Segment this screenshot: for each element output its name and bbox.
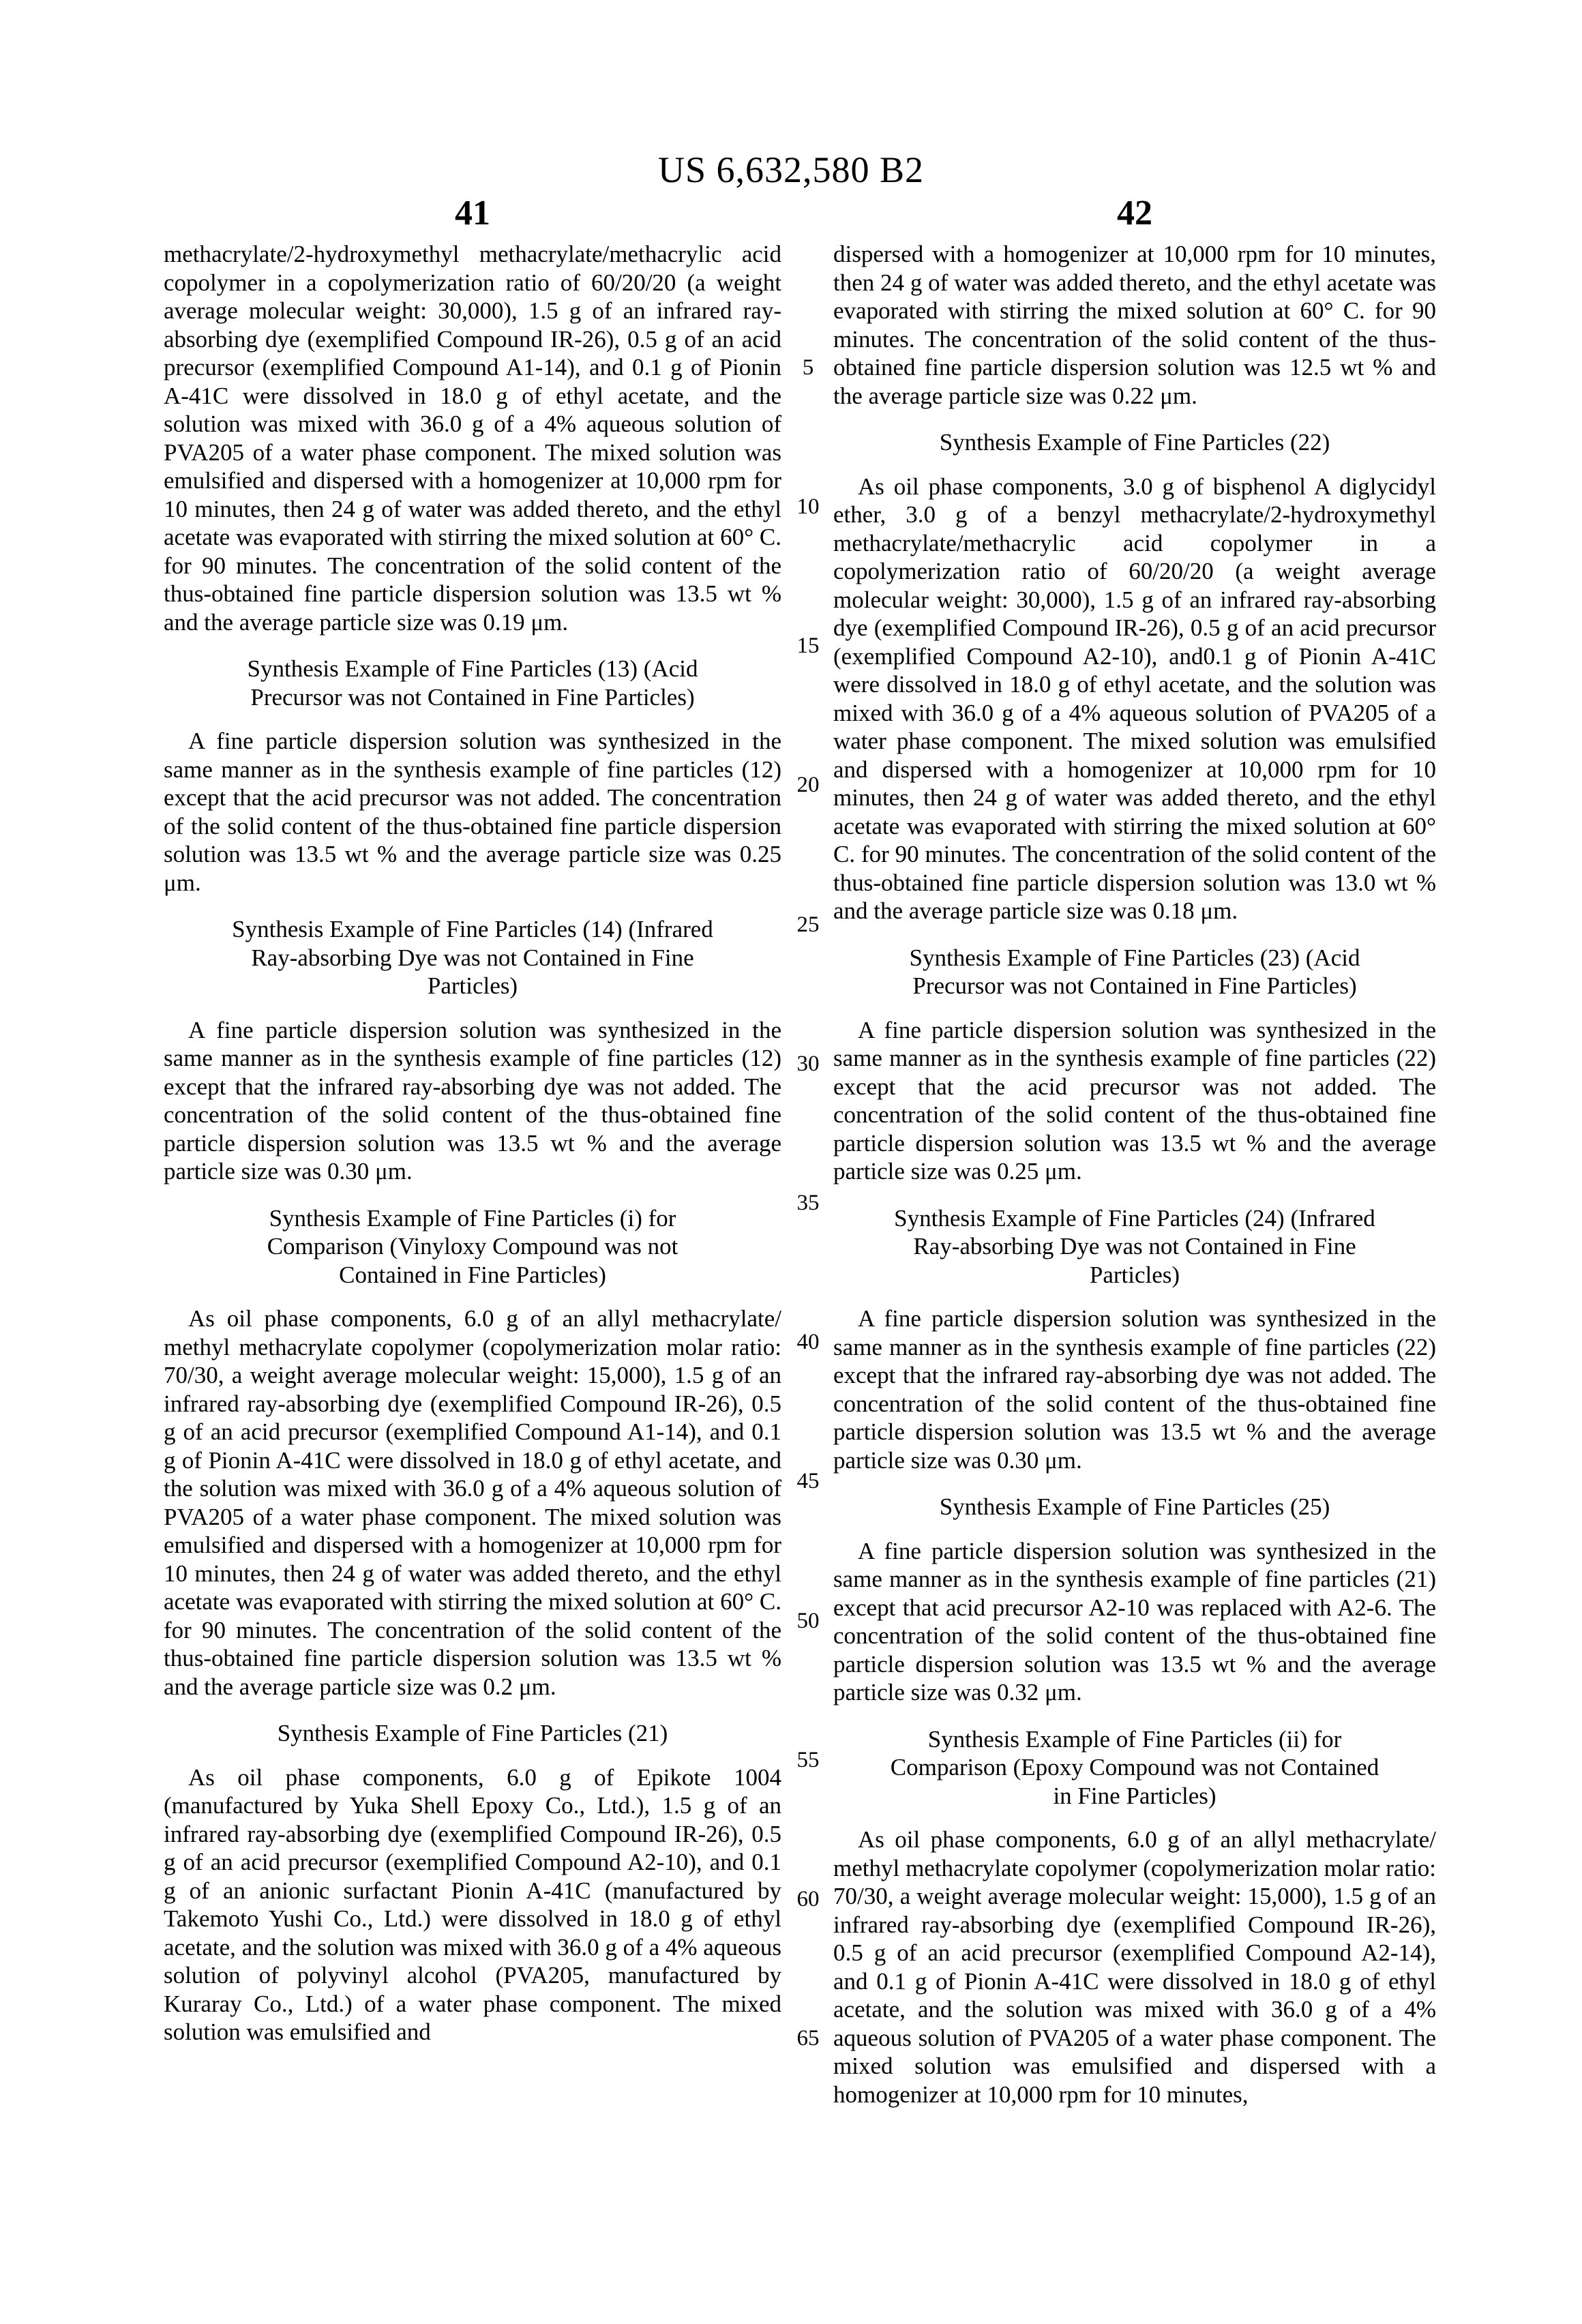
text-column-41 <box>164 240 781 2046</box>
paragraph-synthesis-example-22: As oil phase components, 3.0 g of bisphenol A diglycidyl ether, 3.0 g of a benzyl methacrylate/2-hydroxymethyl methacrylate/methacrylic acid copolymer in a copolymerization ratio of 60/20/20 (a weight average molecular weight: 30,000), 1.5 g of an infrared ray-absorbing dye (exemplified Compound IR-26), 0.5 g of an acid precursor (exemplified Compound A2-10), and0.1 g of Pionin A-41C were dissolved in 18.0 g of ethyl acetate, and the solution was mixed with 36.0 g of a 4% aqueous solution of PVA205 of a water phase component. The mixed solution was emulsified and dispersed with a homogenizer at 10,000 rpm for 10 minutes, then 24 g of water was added thereto, and the ethyl acetate was evaporated with stirring the mixed solution at 60° C. for 90 minutes. The concentration of the solid content of the thus-obtained fine particle dispersion solution was 13.0 wt % and the average particle size was 0.18 μm. <box>833 473 1436 924</box>
heading-synthesis-example-23: Synthesis Example of Fine Particles (23) (Acid Precursor was not Contained in Fine Particles) <box>909 944 1360 999</box>
paragraph-synthesis-example-14: A fine particle dispersion solution was synthesized in the same manner as in the synthesis example of fine particles (12) except that the infrared ray-absorbing dye was not added. The concentration of the solid content of the thus-obtained fine particle dispersion solution was 13.5 wt % and the average particle size was 0.30 μm. <box>164 1016 781 1185</box>
gutter-line-number-60: 60 <box>796 1887 820 1911</box>
heading-synthesis-example-13: Synthesis Example of Fine Particles (13) (Acid Precursor was not Contained in Fine Particles) <box>247 655 698 711</box>
paragraph-synthesis-example-23: A fine particle dispersion solution was synthesized in the same manner as in the synthesis example of fine particles (22) except that the acid precursor was not added. The concentration of the solid content of the thus-obtained fine particle dispersion solution was 13.5 wt % and the average particle size was 0.25 μm. <box>833 1016 1436 1185</box>
gutter-line-number-35: 35 <box>796 1191 820 1215</box>
heading-synthesis-example-ii-comparison: Synthesis Example of Fine Particles (ii) for Comparison (Epoxy Compound was not Contained in Fine Particles) <box>890 1725 1379 1809</box>
column-number-42: 42 <box>1117 194 1152 233</box>
paragraph-synthesis-example-24: A fine particle dispersion solution was synthesized in the same manner as in the synthesis example of fine particles (22) except that the infrared ray-absorbing dye was not added. The concentration of the solid content of the thus-obtained fine particle dispersion solution was 13.5 wt % and the average particle size was 0.30 μm. <box>833 1305 1436 1474</box>
heading-synthesis-example-i-comparison: Synthesis Example of Fine Particles (i) for Comparison (Vinyloxy Compound was not Contained in Fine Particles) <box>267 1204 678 1288</box>
gutter-line-number-25: 25 <box>796 912 820 937</box>
gutter-line-number-45: 45 <box>796 1469 820 1493</box>
heading-synthesis-example-25: Synthesis Example of Fine Particles (25) <box>939 1493 1330 1520</box>
paragraph-synthesis-example-ii: As oil phase components, 6.0 g of an allyl methacrylate/ methyl methacrylate copolymer (copolymerization molar ratio: 70/30, a weight average molecular weight: 15,000), 1.5 g of an infrared ray-absorbing dye (exemplified Compound IR-26), 0.5 g of an acid precursor (exemplified Compound A2-14), and 0.1 g of Pionin A-41C were dissolved in 18.0 g of ethyl acetate, and the solution was mixed with 36.0 g of a 4% aqueous solution of PVA205 of a water phase component. The mixed solution was emulsified and dispersed with a homogenizer at 10,000 rpm for 10 minutes, <box>833 1826 1436 2108</box>
gutter-line-number-10: 10 <box>796 494 820 519</box>
paragraph-synthesis-example-25: A fine particle dispersion solution was synthesized in the same manner as in the synthesis example of fine particles (21) except that acid precursor A2-10 was replaced with A2-6. The concentration of the solid content of the thus-obtained fine particle dispersion solution was 13.5 wt % and the average particle size was 0.32 μm. <box>833 1537 1436 1705</box>
gutter-line-number-20: 20 <box>796 773 820 797</box>
gutter-line-number-30: 30 <box>796 1052 820 1076</box>
gutter-line-number-5: 5 <box>802 355 814 380</box>
column-number-41: 41 <box>455 194 490 233</box>
paragraph-synthesis-example-21-continuation: dispersed with a homogenizer at 10,000 rpm for 10 minutes, then 24 g of water was added thereto, and the ethyl acetate was evaporated with stirring the mixed solution at 60° C. for 90 minutes. The concentration of the solid content of the thus-obtained fine particle dispersion solution was 12.5 wt % and the average particle size was 0.22 μm. <box>833 241 1436 409</box>
heading-synthesis-example-22: Synthesis Example of Fine Particles (22) <box>939 429 1330 456</box>
gutter-line-number-15: 15 <box>796 634 820 658</box>
paragraph-synthesis-example-13: A fine particle dispersion solution was synthesized in the same manner as in the synthesis example of fine particles (12) except that the acid precursor was not added. The concentration of the solid content of the thus-obtained fine particle dispersion solution was 13.5 wt % and the average particle size was 0.25 μm. <box>164 728 781 896</box>
text-column-42 <box>833 240 1436 2109</box>
gutter-line-number-40: 40 <box>796 1330 820 1354</box>
paragraph-synthesis-example-21: As oil phase components, 6.0 g of Epikote 1004 (manufactured by Yuka Shell Epoxy Co., Ltd.), 1.5 g of an infrared ray-absorbing dye (exemplified Compound IR-26), 0.5 g of an acid precursor (exemplified Compound A2-10), and 0.1 g of an anionic surfactant Pionin A-41C (manufactured by Takemoto Yushi Co., Ltd.) were dissolved in 18.0 g of ethyl acetate, and the solution was mixed with 36.0 g of a 4% aqueous solution of polyvinyl alcohol (PVA205, manufactured by Kuraray Co., Ltd.) of a water phase component. The mixed solution was emulsified and <box>164 1763 781 2045</box>
publication-number: US 6,632,580 B2 <box>657 149 925 190</box>
gutter-line-number-50: 50 <box>796 1609 820 1633</box>
gutter-line-number-55: 55 <box>796 1748 820 1772</box>
paragraph-methacrylate-copolymer-continuation: methacrylate/2-hydroxymethyl methacrylate/methacrylic acid copolymer in a copolymerization ratio of 60/20/20 (a weight average molecular weight: 30,000), 1.5 g of an infrared ray-absorbing dye (exemplified Compound IR-26), 0.5 g of an acid precursor (exemplified Compound A1-14), and 0.1 g of Pionin A-41C were dissolved in 18.0 g of ethyl acetate, and the solution was mixed with 36.0 g of a 4% aqueous solution of PVA205 of a water phase component. The mixed solution was emulsified and dispersed with a homogenizer at 10,000 rpm for 10 minutes, then 24 g of water was added thereto, and the ethyl acetate was evaporated with stirring the mixed solution at 60° C. for 90 minutes. The concentration of the solid content of the thus-obtained fine particle dispersion solution was 13.5 wt % and the average particle size was 0.19 μm. <box>164 241 781 636</box>
heading-synthesis-example-24: Synthesis Example of Fine Particles (24) (Infrared Ray-absorbing Dye was not Contained in Fine Particles) <box>894 1204 1375 1288</box>
paragraph-synthesis-example-i: As oil phase components, 6.0 g of an allyl methacrylate/ methyl methacrylate copolymer (copolymerization molar ratio: 70/30, a weight average molecular weight: 15,000), 1.5 g of an infrared ray-absorbing dye (exemplified Compound IR-26), 0.5 g of an acid precursor (exemplified Compound A1-14), and 0.1 g of Pionin A-41C were dissolved in 18.0 g of ethyl acetate, and the solution was mixed with 36.0 g of a 4% aqueous solution of PVA205 of a water phase component. The mixed solution was emulsified and dispersed with a homogenizer at 10,000 rpm for 10 minutes, then 24 g of water was added thereto, and the ethyl acetate was evaporated with stirring the mixed solution at 60° C. for 90 minutes. The concentration of the solid content of the thus-obtained fine particle dispersion solution was 13.5 wt % and the average particle size was 0.2 μm. <box>164 1305 781 1700</box>
heading-synthesis-example-21: Synthesis Example of Fine Particles (21) <box>277 1720 668 1746</box>
heading-synthesis-example-14: Synthesis Example of Fine Particles (14) (Infrared Ray-absorbing Dye was not Contained in Fine Particles) <box>232 916 713 999</box>
gutter-line-number-65: 65 <box>796 2026 820 2051</box>
